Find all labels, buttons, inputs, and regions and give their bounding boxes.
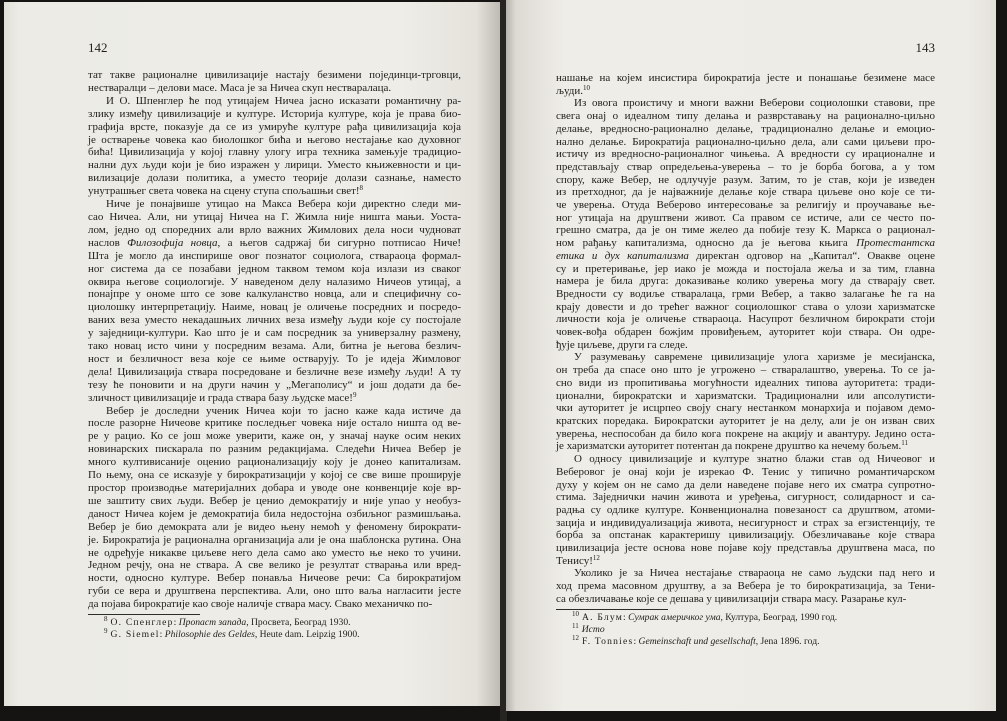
text-line: он треба да спасе оно што је угрожено – стваралаштво, уверења. То се ја- [556,364,935,377]
italic-title: Исто [581,623,605,635]
text-line: кратских поредака. Бирократски ауторитет је на делу, али је он изван свих [556,414,935,427]
footnote-reference: 11 [572,621,579,630]
text-run: : [623,611,629,623]
paragraph [556,453,935,567]
author-name: F. Tonnies [582,636,634,648]
text-line: човек-вођа обдарен божјим провиђењем, ауторитет који ствара. Он одре- [556,326,935,339]
text-line [88,392,461,405]
text-line: да појава бирократије као своје наличје ствара масу. Свако механичко по- [88,598,433,611]
text-run: зличност цивилизације и града ствара базу људске масе! [88,391,353,404]
text-line: спору, каже Вебер, не одлучује разум. Затим, то је став, који је изведен [556,173,935,186]
text-line: представљају ствар опредељења-уверења – то је борба богова, а у том [556,160,935,173]
footnote-reference: 9 [352,390,357,399]
footnote-reference: 11 [901,439,909,448]
paragraph [88,198,461,405]
text-line: духу у којем он не само да дели наведене појаве него их сматра супротно- [556,478,935,491]
footnote-reference: 8 [359,184,364,193]
text-line: графија врсте, показује да се из умируће културе рађа цивилизација која [88,120,461,133]
text-run: унутрашњег света човека на сцену ступа спољашњи свет! [88,185,360,198]
text-line: Из овога проистичу и многи важни Веберови социолошки ставови, пре [574,97,935,110]
text-line: У разумевању савремене цивилизације улога харизме је месијанска, [574,351,935,364]
text-line [88,185,461,198]
text-line: ционални, бирократски и харизматски. Традиционални или апсолутисти- [556,389,935,402]
text-line: цивилизација јесте основа нове појаве коју представља друштвена маса, по [556,542,935,555]
text-line: после разорне Ничеове критике последњег човека није остало ништа од ве- [88,417,461,430]
text-run: директан одговор на „Капитал“. Овакве оцене [688,249,935,262]
footnote [104,617,461,629]
text-line: ности, односно културе. Вебер понавља Ничеове речи: Са бирократијом [88,572,461,585]
text-run: је харизматски ауторитет потентан да покрене друштво ка нечему бољем. [556,440,902,453]
footnotes [556,609,935,649]
text-run: , Култура, Београд, 1990 год. [720,611,838,623]
text-line: Ниче је понајвише утицао на Макса Вебера који директно следи ми- [106,198,461,211]
text-line: су и претеривање, јер иако је можда и постојала жеља и за тим, главна [556,262,935,275]
text-line: тезу ће поновити и на други начин у „Мегаполису“ и још додати да бе- [88,378,461,391]
text-line: Вебер је доследни ученик Ничеа који то јасно каже када истиче да [106,404,461,417]
footnote [572,636,935,648]
right-page [506,0,996,711]
text-line [88,237,461,250]
text-line: стима. Заједнички начин живота и уређења, сигурност, солидарност и са- [556,491,935,504]
text-line: О односу цивилизације и културе знатно блажи став од Ничеовог и [574,453,935,466]
text-line: Једном речју, она не ствара. А све велико је резултат стварања или вред- [88,559,461,572]
italic-title: Gemeinschaft und gesellschaft [638,636,756,648]
text-line: грешно сматра, да је он тиме желео да побије тезу К. Маркса о рационал- [556,224,935,237]
text-line: бића! Цивилизација у којој главну улогу игра техника замењује традицио- [88,146,461,159]
text-line [556,250,935,263]
paragraph [88,69,461,95]
text-line: ност и безличност веза које се њиме остварују. То је идеја Жимловог [88,352,461,365]
italic-title: Philosophie des Geldes [164,629,255,641]
text-line: личности која је оличење ствараоца. Насупрот безличном бирократи стоји [556,313,935,326]
text-line: По њему, она се исказује у бирократизацији у којој се све више проширује [88,469,461,482]
text-line [556,237,935,250]
text-line: нестваралци – делови масе. Маса је за Ничеа скуп нестваралаца. [88,81,392,94]
text-line: Веберовог је онај који је изрекао Ф. Тенис у типично романтичарском [556,465,935,478]
italic-title: Филозофија новца [127,236,218,249]
text-line: И О. Шпенглер ће под утицајем Ничеа јасно исказати романтичну ра- [106,94,461,107]
text-line: не одређује никакве циљеве него дела само ако уместо ње неко то учини. [88,546,461,559]
text-line: нални дух људи који је био изражен у лирици. Уместо књижевности и ци- [88,159,461,172]
text-line: ђује циљеве, други га следе. [556,338,688,351]
text-line: уверења, неспособан да било кога покрене на акцију и авантуру. Једино оста- [556,427,935,440]
text-line: простор производње материјалних добара и уводе оне конвенције које вр- [88,482,461,494]
text-line: чки ауторитет је исцрпео своју снагу нестанком монархија и појавом демо- [556,402,935,415]
text-line: сао Ничеа. Али, ни утицај Ничеа на Г. Жимла није ништа мањи. Уоста- [88,210,461,223]
text-line [556,555,935,568]
text-line: свега онај о идеалном типу делања и разврставању на рационално-циљно [556,110,935,123]
text-line: намера је била друга: доказивање колико уверења могу да стварају свет. [556,275,935,288]
text-line: оквира његове социологије. У наведеном делу налазимо Ничеов утицај, а [88,275,461,288]
text-run: људи. [556,84,584,97]
footnote-reference: 8 [104,615,108,624]
text-line: ше заштиту свих људи. Вебер је ценио демократију и није упао у необуз- [88,494,461,507]
text-line: крају довести и до трећег важног социолошког става о улози харизматске [556,300,935,313]
footnote-reference: 10 [572,609,579,618]
text-run: , Heute dam. Leipzig 1900. [254,629,360,641]
text-line: новинарских пискарала по разним редакцијама. Следећи Ничеа Вебер је [88,443,461,456]
paragraph [556,72,935,97]
text-line: ваних веза уместо некадашњих личних веза између људи које су постојале [88,314,461,327]
text-line: је. Бирократија је рационална организација али је она шаблонска рутина. Она [88,533,461,546]
text-line: из претходног, да је најважније делање које ствара циљеве оно које се ти- [556,186,935,199]
text-line: че уверења. Отуда Веберово интересовање за религију и проучавање ње- [556,199,935,212]
text-line: дела! Цивилизација ствара посредоване и безличне везе између људи! А ту [88,365,461,378]
footnotes [88,617,461,642]
text-line: зација и индивидуализација живота, несигурност и страх за егзистенцију, те [556,516,935,529]
paragraph [88,405,461,612]
text-run: Тенису! [556,554,593,567]
text-line: ног система да се позабави једном таквом темом која излази из сваког [88,262,461,275]
text-line: истичу из вредносно-рационалног чињења. А вредности су ирационалне и [556,148,935,161]
text-line: борба за опстанак карактеришу цивилизацију. Обезличавање које ствара [556,529,935,542]
text-line: вилизације долази политика, а уместо теорије долази сазнање, наместо [88,172,461,185]
italic-title: Сумрак америчког ума [628,611,721,623]
footnote-reference: 12 [592,553,600,562]
text-line [556,440,935,453]
footnote [104,629,461,641]
italic-title: Протестантска [856,237,935,250]
text-line: губи се вера и друштвена перспектива. Али, оно што ваља нагласити јесте [88,585,461,598]
text-run: , Просвета, Београд 1930. [246,617,351,629]
text-line: циолошку интерпретацију. Наиме, новац је оличење посредних и посредо- [88,301,461,314]
italic-title: Пропаст запада [178,617,247,629]
text-line: нашање на којем инсистира бирократија јесте и понашање безимене масе [556,72,935,84]
paragraph [556,351,935,453]
footnote [572,609,935,624]
text-line: Уколико је за Ничеа нестајање ствараоца не само људски пад него и [574,567,935,580]
text-line: ход према масовном друштву, а за Вебера је то бирократизација, за Тени- [556,580,935,593]
text-line: даност Ничеа којем је демократија била недостојна озбиљног размишљања. [88,507,461,520]
text-line: Вредности су водиље стваралаца, грми Вебер, а такво залагање ће га на [556,287,935,300]
text-run: наслов [88,236,128,249]
footnote-reference: 12 [572,634,579,643]
paragraph [88,95,461,198]
page-number: 142 [88,40,108,55]
left-page [4,2,501,706]
paragraph [556,567,935,605]
text-line: радња су одлике културе. Конвенционална повезаност са друштвом, атоми- [556,503,935,516]
text-line: нално делање. Бирократија рационално-циљно дела, али сами циљеви про- [556,135,935,148]
text-line: злику између цивилизације и културе. Историја културе, која је права био- [88,107,461,120]
text-line: много култивисаније оценио рационализацију коју је донео капитализам. [88,456,461,469]
text-line: делање, вредносно-рационално делање, традиционално делање и емоцио- [556,122,935,135]
text-run: ном рађању капитализма, односно да је његова књига [556,237,857,250]
text-line: тат такве рационалне цивилизације настају безимени појединци-трговци, [88,69,461,81]
text-line: Шта је могло да инспирише овог познатог социолога, ствараоца формал- [88,249,461,262]
text-run: , Jena 1896. год. [755,636,820,648]
paragraph [556,97,935,351]
footnote-reference: 9 [104,627,108,636]
text-run: : [173,617,179,629]
author-name: А. Блум [582,611,624,623]
text-line: у заједници-култури. Као што је и сам посредник за универзалну размену, [88,327,461,340]
text-run: : [159,629,165,641]
text-line: је остварење човека као биолошког бића и његово нестајање као духовног [88,133,461,146]
text-run: , а његов садржај би сигурно потписао Ниче! [217,236,462,249]
page-number: 143 [915,40,935,55]
author-name: G. Siemel [110,629,160,641]
author-name: О. Спенглер [110,617,174,629]
footnote-reference: 10 [583,83,591,92]
text-column [88,69,461,642]
text-line: лом, једно од споредних али врло важних Жимлових дела носи чудноват [88,223,461,236]
text-line: тако новац исто чини у посредним везама. Али, битна је његова безлич- [88,340,461,353]
text-line: ре у рацио. Ко се још може уверити, каже он, у значај науке осим неких [88,430,461,443]
text-line: Вебер је био демократа али је видео њену немоћ у феномену бирократи- [88,520,461,533]
text-run: : [633,636,639,648]
text-line: ног утицаја на друштвени живот. Са правом се истиче, али се често по- [556,211,935,224]
footnote [572,621,935,636]
text-line: сно види из пропитивања могућности идеалних типова ауторитета: тради- [556,376,935,389]
text-column [556,72,935,648]
text-line [556,85,935,98]
text-line: понајпре у ономе што се зове калкуланство новца, али и специфичну со- [88,288,461,301]
text-line: са обезличавање које се дешава у цивилизацији ствара масу. Разарање кул- [556,592,907,605]
italic-title: етика и дух капитализма [556,249,689,262]
